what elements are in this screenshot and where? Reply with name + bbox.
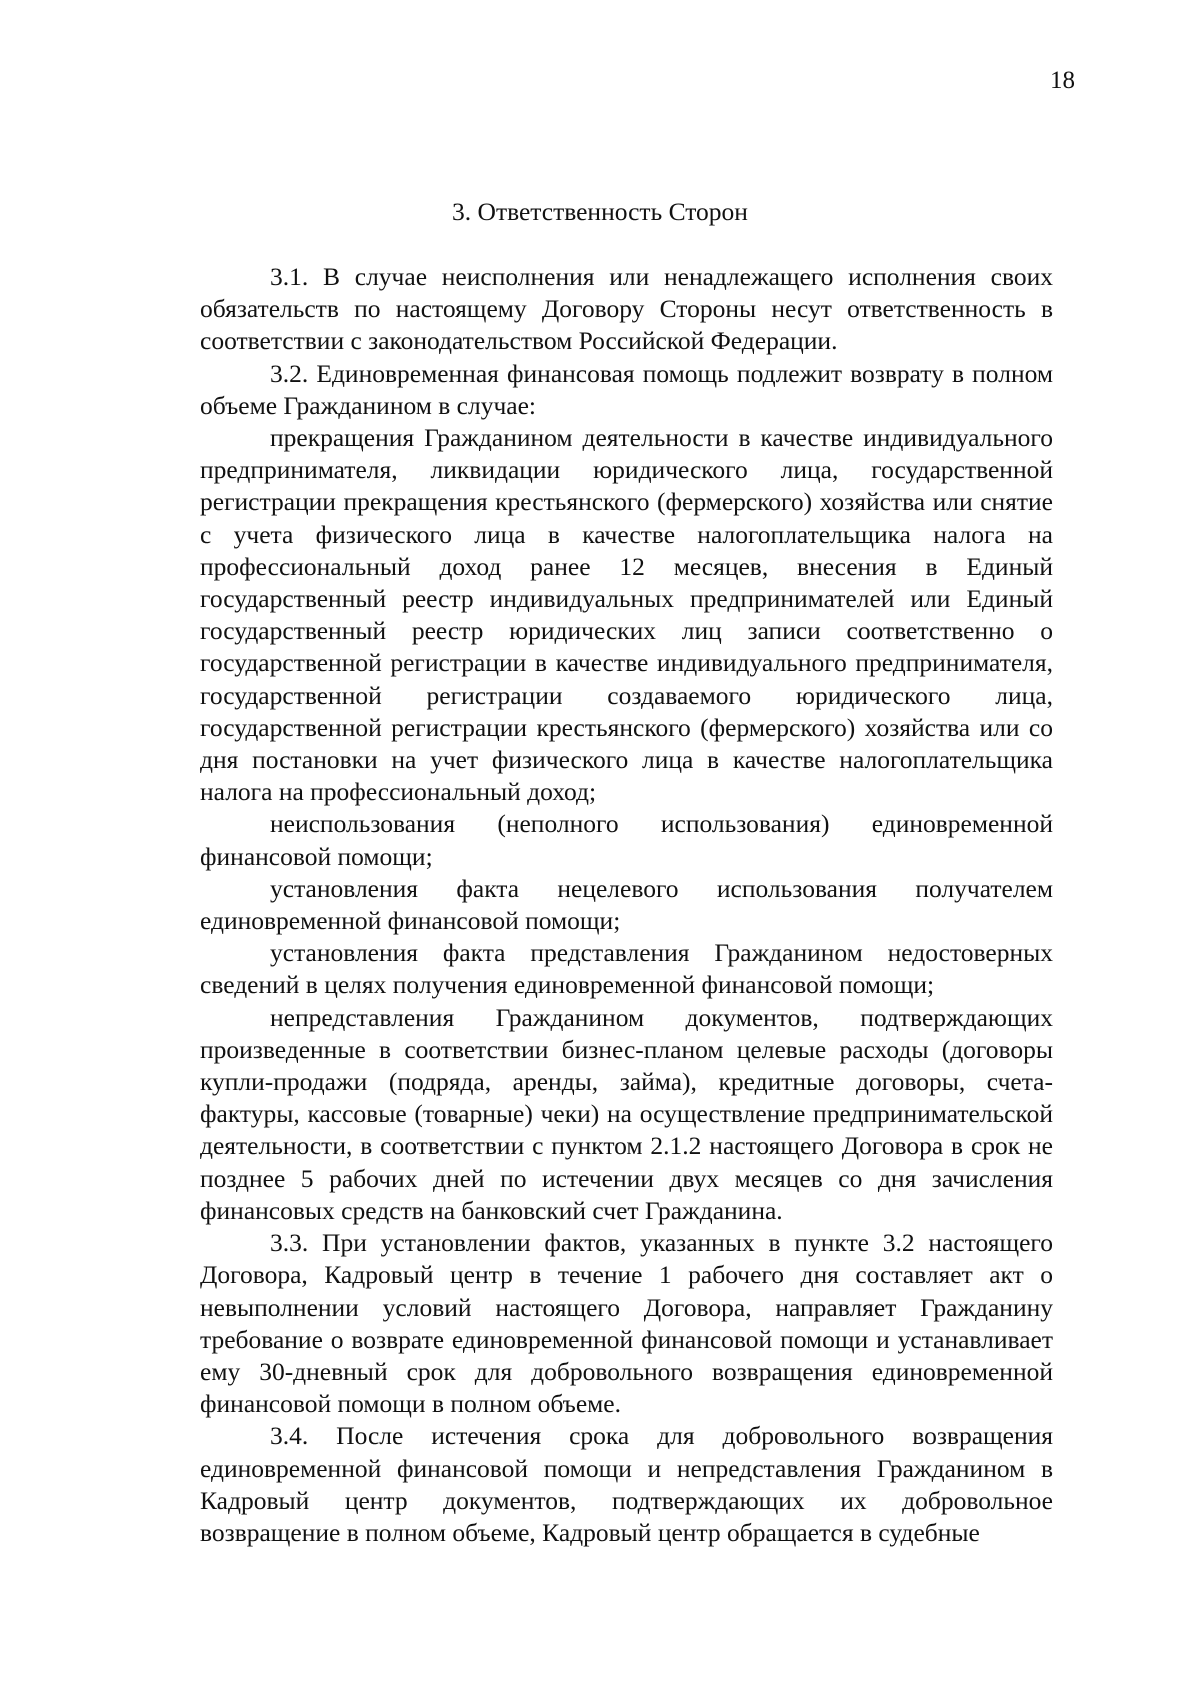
- list-item-termination: прекращения Гражданином деятельности в качестве индивидуального предпринимателя, ликвидации юридического лица, государственной регистрации прекращения крестьянского (фермерского) хозяйства или снятие с учета физического лица в качестве налогоплательщика налога на профессиональный доход ранее 12 месяцев, внесения в Единый государственный реестр индивидуальных предпринимателей или Единый государственный реестр юридических лиц записи соответственно о государственной регистрации в качестве индивидуального предпринимателя, государственной регистрации создаваемого юридического лица, государственной регистрации крестьянского (фермерского) хозяйства или со дня постановки на учет физического лица в качестве налогоплательщика налога на профессиональный доход;: [200, 423, 1053, 807]
- section-title: 3. Ответственность Сторон: [452, 197, 748, 226]
- paragraph-3-2: 3.2. Единовременная финансовая помощь подлежит возврату в полном объеме Гражданином в случае:: [200, 358, 1053, 420]
- list-item-false-info: установления факта представления Гражданином недостоверных сведений в целях получения единовременной финансовой помощи;: [200, 938, 1053, 1000]
- paragraph-3-1: 3.1. В случае неисполнения или ненадлежащего исполнения своих обязательств по настоящему Договору Стороны несут ответственность в соответствии с законодательством Российской Федерации.: [200, 262, 1053, 356]
- document-body: [200, 261, 1053, 1549]
- list-item-misuse: установления факта нецелевого использования получателем единовременной финансовой помощи;: [200, 873, 1053, 936]
- list-item-no-documents: непредставления Гражданином документов, подтверждающих произведенные в соответствии бизнес-планом целевые расходы (договоры купли-продажи (подряда, аренды, займа), кредитные договоры, счета-фактуры, кассовые (товарные) чеки) на осуществление предпринимательской деятельности, в соответствии с пунктом 2.1.2 настоящего Договора в срок не позднее 5 рабочих дней по истечении двух месяцев со дня зачисления финансовых средств на банковский счет Гражданина.: [200, 1002, 1053, 1225]
- paragraph-3-3: 3.3. При установлении фактов, указанных в пункте 3.2 настоящего Договора, Кадровый центр в течение 1 рабочего дня составляет акт о невыполнении условий настоящего Договора, направляет Гражданину требование о возврате единовременной финансовой помощи и устанавливает ему 30-дневный срок для добровольного возвращения единовременной финансовой помощи в полном объеме.: [200, 1228, 1053, 1419]
- paragraph-3-4: 3.4. После истечения срока для добровольного возвращения единовременной финансовой помощи и непредставления Гражданином в Кадровый центр документов, подтверждающих их добровольное возвращение в полном объеме, Кадровый центр обращается в судебные: [200, 1421, 1053, 1547]
- list-item-non-use: неиспользования (неполного использования) единовременной финансовой помощи;: [200, 809, 1053, 871]
- page-number: 18: [1050, 67, 1075, 94]
